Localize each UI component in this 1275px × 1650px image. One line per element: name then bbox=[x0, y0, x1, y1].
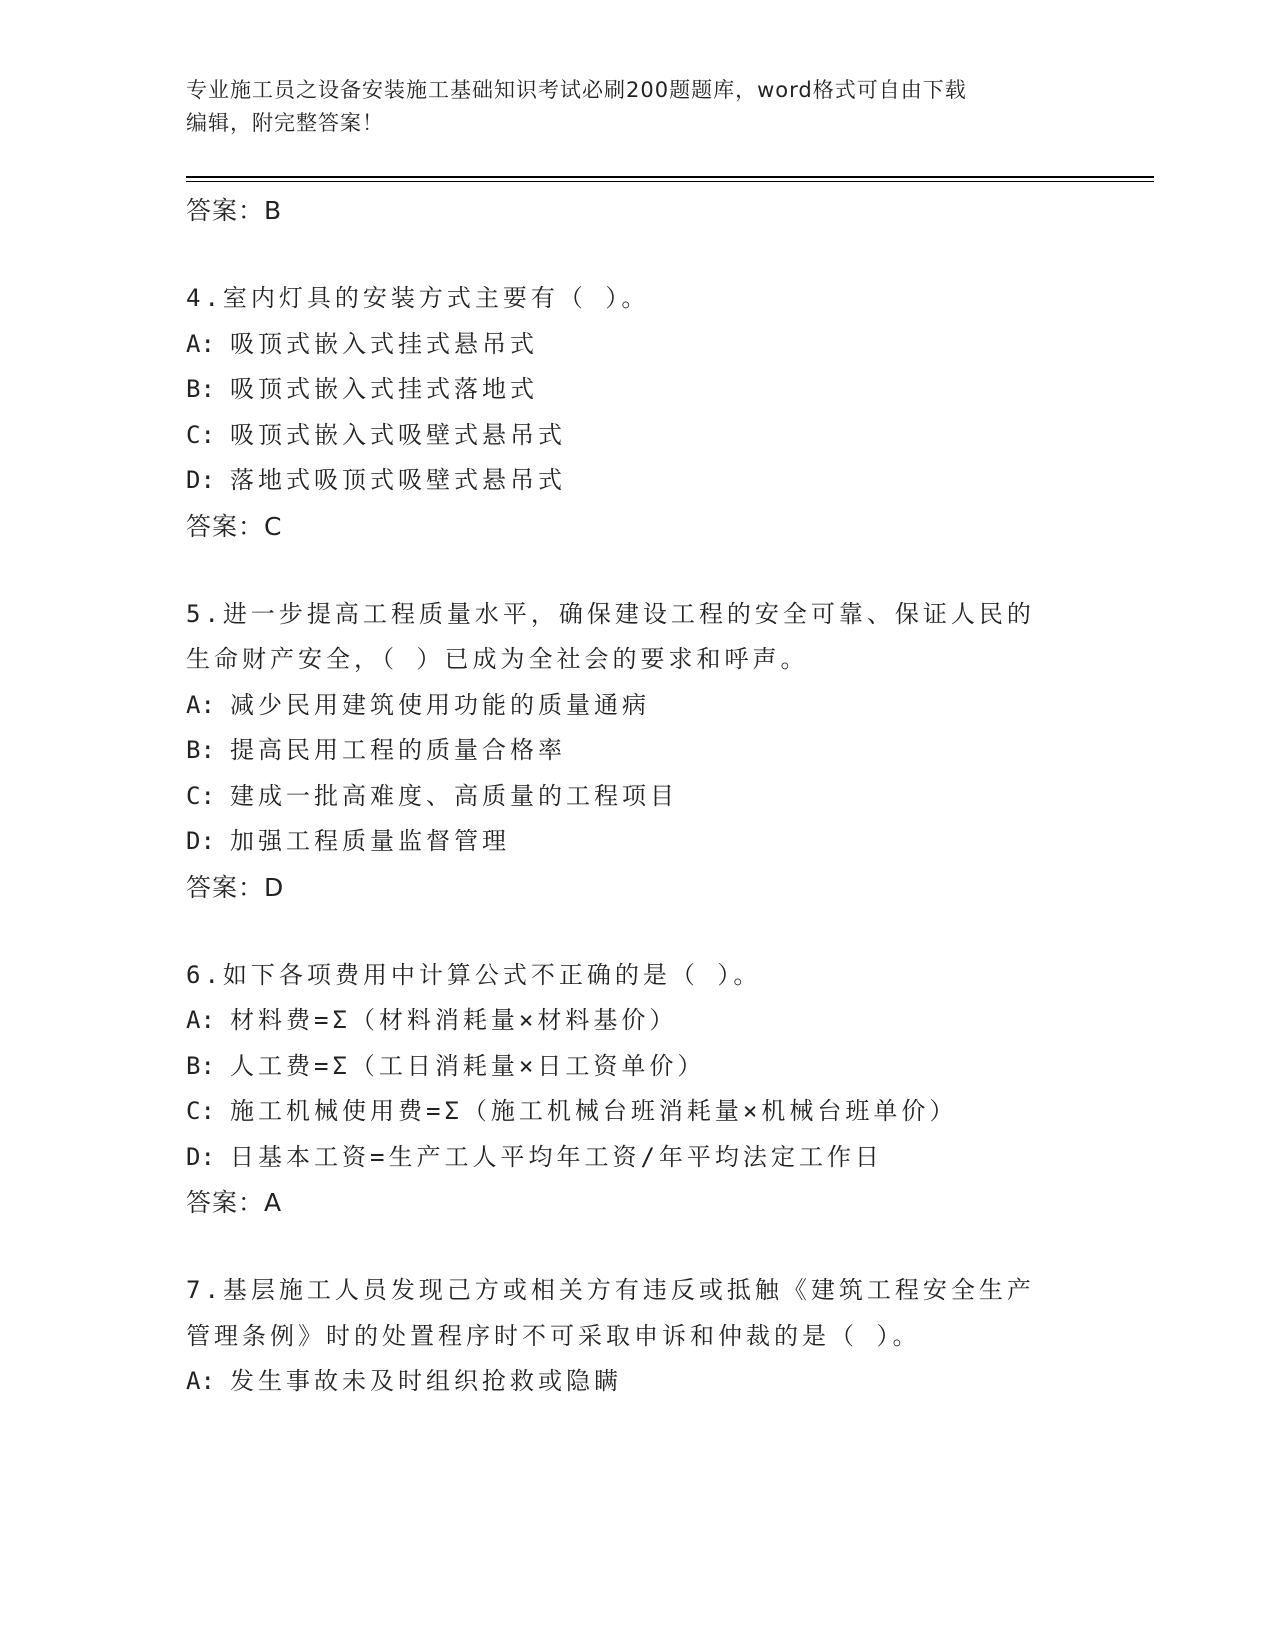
option-a bbox=[186, 683, 1086, 729]
option-c bbox=[186, 413, 1086, 459]
option-letter: D: bbox=[186, 1142, 215, 1171]
option-letter: A: bbox=[186, 1006, 215, 1034]
answer-line: 答案：C bbox=[186, 511, 283, 541]
option-b bbox=[186, 1044, 1086, 1090]
header-title-line-1: 专业施工员之设备安装施工基础知识考试必刷200题题库，word格式可自由下载 bbox=[186, 78, 967, 102]
option-a bbox=[186, 1359, 1086, 1405]
question-text-continued: 生命财产安全，（ ）已成为全社会的要求和呼声。 bbox=[186, 645, 809, 673]
option-text: 材料费=Σ（材料消耗量×材料基价） bbox=[230, 1006, 678, 1034]
option-letter: B: bbox=[186, 375, 215, 403]
option-c bbox=[186, 1089, 1086, 1135]
option-a bbox=[186, 998, 1086, 1044]
option-letter: A: bbox=[186, 1367, 215, 1395]
option-text: 减少民用建筑使用功能的质量通病 bbox=[230, 690, 650, 719]
option-letter: D: bbox=[186, 827, 215, 855]
option-text: 发生事故未及时组织抢救或隐瞒 bbox=[230, 1367, 622, 1395]
option-text: 施工机械使用费=Σ（施工机械台班消耗量×机械台班单价） bbox=[230, 1097, 958, 1125]
question-text-continued: 管理条例》时的处置程序时不可采取申诉和仲裁的是（ ）。 bbox=[186, 1321, 921, 1350]
question-text: 5.进一步提高工程质量水平，确保建设工程的安全可靠、保证人民的 bbox=[186, 599, 1035, 628]
option-letter: C: bbox=[186, 781, 215, 810]
option-text: 吸顶式嵌入式挂式落地式 bbox=[230, 375, 538, 403]
option-letter: D: bbox=[186, 466, 215, 494]
document-header bbox=[186, 74, 1066, 140]
header-title-line-2: 编辑，附完整答案！ bbox=[186, 111, 384, 135]
question-block bbox=[186, 953, 1086, 1226]
option-text: 吸顶式嵌入式挂式悬吊式 bbox=[230, 329, 538, 358]
option-d bbox=[186, 819, 1086, 865]
option-letter: A: bbox=[186, 329, 215, 358]
option-text: 吸顶式嵌入式吸壁式悬吊式 bbox=[230, 420, 566, 449]
option-text: 人工费=Σ（工日消耗量×日工资单价） bbox=[230, 1051, 706, 1080]
question-text: 7.基层施工人员发现己方或相关方有违反或抵触《建筑工程安全生产 bbox=[186, 1276, 1035, 1304]
option-b bbox=[186, 728, 1086, 774]
option-b bbox=[186, 367, 1086, 413]
answer-line: 答案：A bbox=[186, 1188, 283, 1217]
question-block bbox=[186, 276, 1086, 549]
option-letter: C: bbox=[186, 1097, 215, 1125]
option-c bbox=[186, 774, 1086, 820]
option-text: 提高民用工程的质量合格率 bbox=[230, 736, 566, 764]
question-list bbox=[186, 188, 1086, 1405]
option-text: 建成一批高难度、高质量的工程项目 bbox=[230, 781, 678, 810]
header-rule-thick bbox=[186, 176, 1154, 178]
option-letter: A: bbox=[186, 690, 215, 719]
option-letter: B: bbox=[186, 1051, 215, 1080]
option-d bbox=[186, 1135, 1086, 1181]
option-letter: B: bbox=[186, 736, 215, 764]
option-d bbox=[186, 458, 1086, 504]
answer-line: 答案：B bbox=[186, 196, 283, 225]
answer-line: 答案：D bbox=[186, 872, 285, 902]
option-text: 加强工程质量监督管理 bbox=[230, 827, 510, 855]
question-block bbox=[186, 592, 1086, 910]
option-letter: C: bbox=[186, 420, 215, 449]
question-text: 4.室内灯具的安装方式主要有（ ）。 bbox=[186, 284, 650, 312]
option-text: 日基本工资=生产工人平均年工资/年平均法定工作日 bbox=[230, 1142, 883, 1171]
question-block bbox=[186, 1268, 1086, 1405]
question-text: 6.如下各项费用中计算公式不正确的是（ ）。 bbox=[186, 960, 762, 989]
option-text: 落地式吸顶式吸壁式悬吊式 bbox=[230, 466, 566, 494]
header-rule-thin bbox=[186, 181, 1154, 182]
option-a bbox=[186, 322, 1086, 368]
